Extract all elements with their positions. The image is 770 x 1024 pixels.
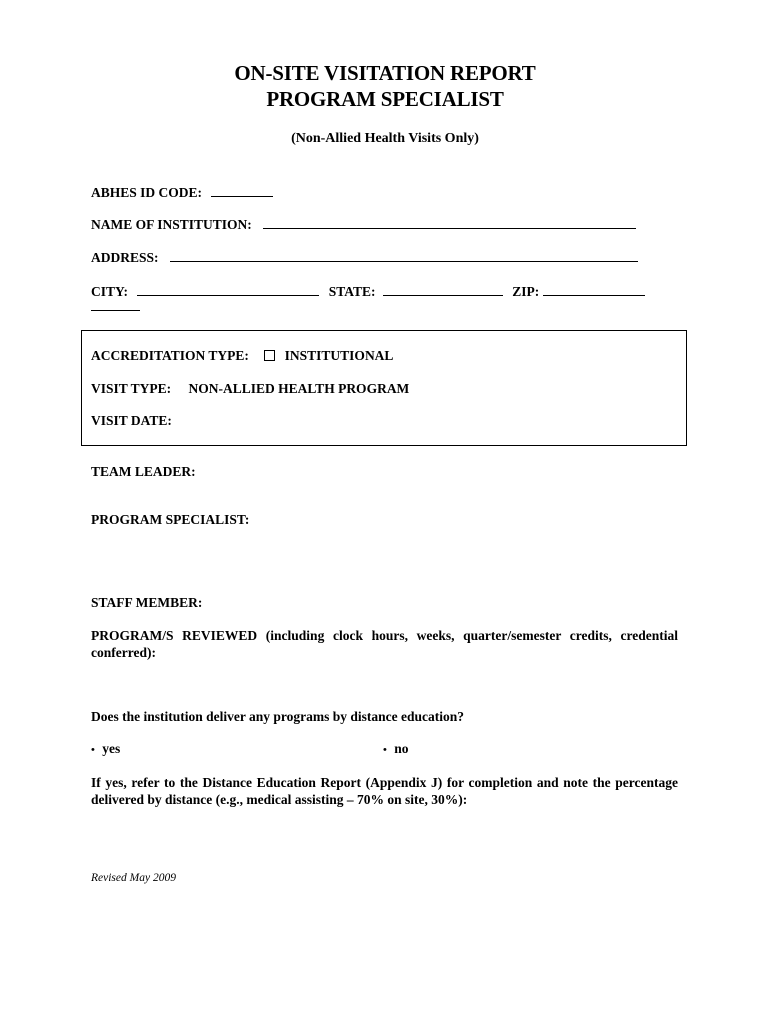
accreditation-type-row <box>91 348 393 364</box>
state-label: STATE: <box>328 284 376 299</box>
visit-date-label: VISIT DATE: <box>91 413 172 428</box>
visit-scope-note: (Non-Allied Health Visits Only) <box>291 131 479 146</box>
yes-option-label: yes <box>102 741 121 756</box>
institution-field[interactable] <box>263 216 636 229</box>
city-field[interactable] <box>137 283 319 296</box>
team-leader-label: TEAM LEADER: <box>91 464 196 479</box>
abhes-id-row <box>91 184 273 201</box>
revision-note: Revised May 2009 <box>91 872 176 884</box>
programs-reviewed-label: PROGRAM/S REVIEWED (including clock hours, weeks, quarter/semester credits, credential conferred): <box>91 628 678 660</box>
visit-type-row <box>91 381 409 397</box>
institutional-option-label: INSTITUTIONAL <box>284 348 394 363</box>
visit-type-value: NON-ALLIED HEALTH PROGRAM <box>188 381 410 396</box>
distance-question: Does the institution deliver any programs by distance education? <box>91 709 465 724</box>
program-specialist-label: PROGRAM SPECIALIST: <box>91 512 250 527</box>
address-row <box>91 249 638 266</box>
zip-continuation <box>91 298 140 315</box>
yes-bullet: • <box>91 744 95 756</box>
zip-label: ZIP: <box>512 284 540 299</box>
zip-field-continuation[interactable] <box>91 298 140 311</box>
city-state-zip-row <box>91 283 645 300</box>
institution-label: NAME OF INSTITUTION: <box>91 217 252 232</box>
distance-followup: If yes, refer to the Distance Education Report (Appendix J) for completion and note the percentage delivered by distance (e.g., medical assisting – 70% on site, 30%): <box>91 775 678 807</box>
city-label: CITY: <box>91 284 129 299</box>
state-field[interactable] <box>383 283 503 296</box>
visit-date-row <box>91 413 172 429</box>
page-subtitle-role: PROGRAM SPECIALIST <box>266 87 504 111</box>
abhes-id-label: ABHES ID CODE: <box>91 185 203 200</box>
no-option-label: no <box>394 741 409 756</box>
institution-row <box>91 216 636 233</box>
zip-field[interactable] <box>543 283 645 296</box>
no-bullet: • <box>383 744 387 756</box>
visit-type-label: VISIT TYPE: <box>91 381 172 396</box>
institutional-checkbox[interactable] <box>264 350 275 361</box>
yes-option[interactable] <box>91 741 120 757</box>
staff-member-label: STAFF MEMBER: <box>91 595 203 610</box>
no-option[interactable] <box>383 741 409 757</box>
address-field[interactable] <box>170 249 638 262</box>
address-label: ADDRESS: <box>91 250 159 265</box>
accreditation-type-label: ACCREDITATION TYPE: <box>91 348 249 363</box>
page-title: ON-SITE VISITATION REPORT <box>234 61 536 85</box>
abhes-id-field[interactable] <box>211 184 273 197</box>
